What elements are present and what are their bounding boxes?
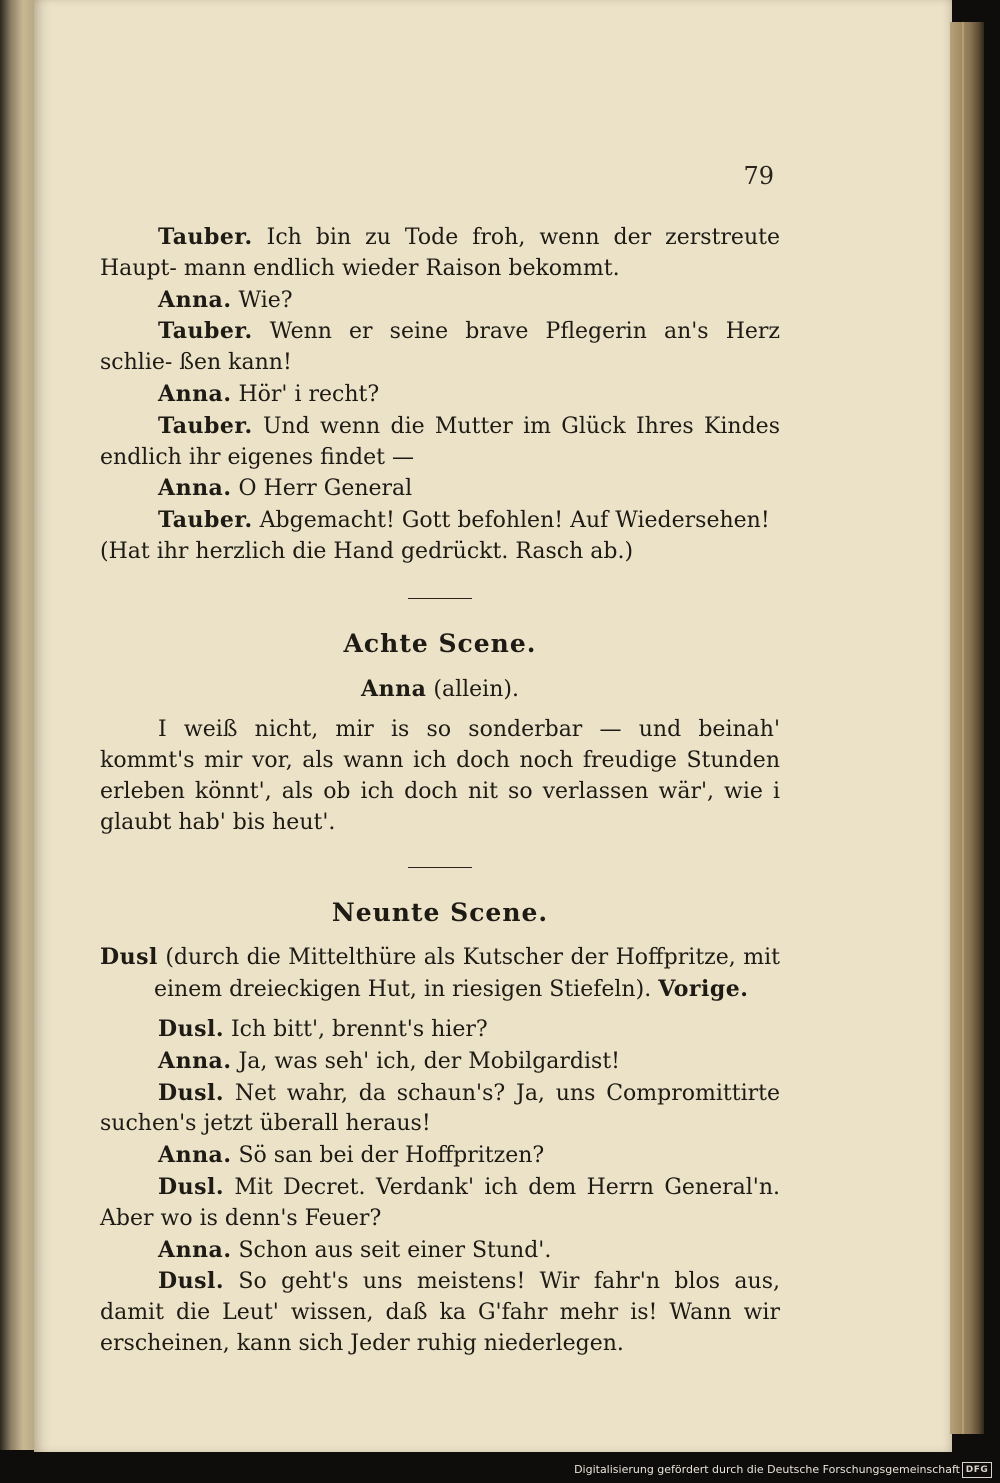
scene-title-8: Achte Scene. [343,628,537,658]
speaker-name: Anna. [158,380,232,407]
dialogue-line [100,1235,780,1267]
speaker-name: Dusl [100,944,158,971]
speaker-name: Dusl. [158,1173,224,1200]
stage-direction: (Hat ihr herzlich die Hand gedrückt. Rasch ab.) [100,538,634,564]
speaker-note: (allein). [433,676,519,702]
line-text: Wenn er seine brave Pflegerin an's Herz schlie- ßen kann! [100,319,781,376]
dfg-logo: DFG [962,1462,992,1478]
speaker-name: Anna. [158,475,232,502]
dialogue-line [100,1014,780,1046]
dialogue-line [100,1140,780,1172]
speaker-name: Dusl. [158,1079,224,1106]
funding-notice: Digitalisierung gefördert durch die Deutsche Forschungsgemeinschaft [574,1463,960,1476]
dialogue-line [100,379,780,411]
line-text: Net wahr, da schaun's? Ja, uns Compromittirte suchen's jetzt überall heraus! [100,1080,780,1137]
line-text: O Herr General [238,476,413,502]
speaker-name: Anna. [158,1047,232,1074]
dialogue-line [100,473,780,505]
dialogue-line [100,1078,780,1141]
speaker-name: Anna [361,675,427,702]
dialogue-line [100,222,780,285]
line-text: Mit Decret. Verdank' ich dem Herrn General'n. Aber wo is denn's Feuer? [100,1174,781,1231]
line-text: Abgemacht! Gott befohlen! Auf Wiedersehen! [259,508,770,534]
speaker-name: Tauber. [158,224,253,250]
line-text: Ich bin zu Tode froh, wenn der zerstreute Haupt- mann endlich wieder Raison bekommt. [100,225,780,281]
dialogue-line [100,1046,780,1078]
digitization-footer [0,1458,1000,1483]
page-text [100,222,780,1360]
speaker-name: Anna. [158,286,232,313]
line-text: Ich bitt', brennt's hier? [230,1016,488,1042]
line-text: So geht's uns meistens! Wir fahr'n blos aus, damit die Leut' wissen, daß ka G'fahr mehr is! Wann wir erscheinen, kann sich Jeder ruhig niederlegen. [100,1269,780,1356]
dialogue-line [100,411,780,474]
entrance-text: (durch die Mittelthüre als Kutscher der Hoffpritze, mit einem dreieckigen Hut, in riesigen Stiefeln). [154,945,780,1003]
dialogue-line [100,1172,780,1235]
entrance-direction [100,942,780,1006]
page-number: 79 [743,162,774,190]
dialogue-line [100,1266,780,1359]
speaker-name: Dusl. [158,1268,224,1295]
dialogue-line [100,285,780,317]
line-text: Schon aus seit einer Stund'. [238,1237,552,1263]
speaker-name: Tauber. [158,412,253,439]
line-text: Sö san bei der Hoffpritzen? [238,1143,545,1169]
line-text: Hör' i recht? [238,381,380,407]
speaker-name: Anna. [158,1236,232,1263]
page-fore-edge [950,22,984,1434]
line-text: Wie? [238,287,293,313]
speaker-name: Anna. [158,1142,232,1169]
speaker-name: Dusl. [158,1015,224,1042]
others-present: Vorige. [658,976,749,1003]
speaker-name: Tauber. [158,318,253,345]
dialogue-line [100,505,780,537]
line-text: Ja, was seh' ich, der Mobilgardist! [238,1048,621,1074]
speaker-name: Tauber. [158,507,253,534]
dialogue-line [100,316,780,379]
scene-title-9: Neunte Scene. [331,897,549,927]
scene-cast [100,674,780,706]
monologue: I weiß nicht, mir is so sonderbar — und beinah' kommt's mir vor, als wann ich doch noch freudige Stunden erleben könnt', als ob ich doch nit so verlassen wär', wie i glaubt hab' bis heut'. [100,717,780,835]
line-text: Und wenn die Mutter im Glück Ihres Kindes endlich ihr eigenes findet — [100,413,780,470]
